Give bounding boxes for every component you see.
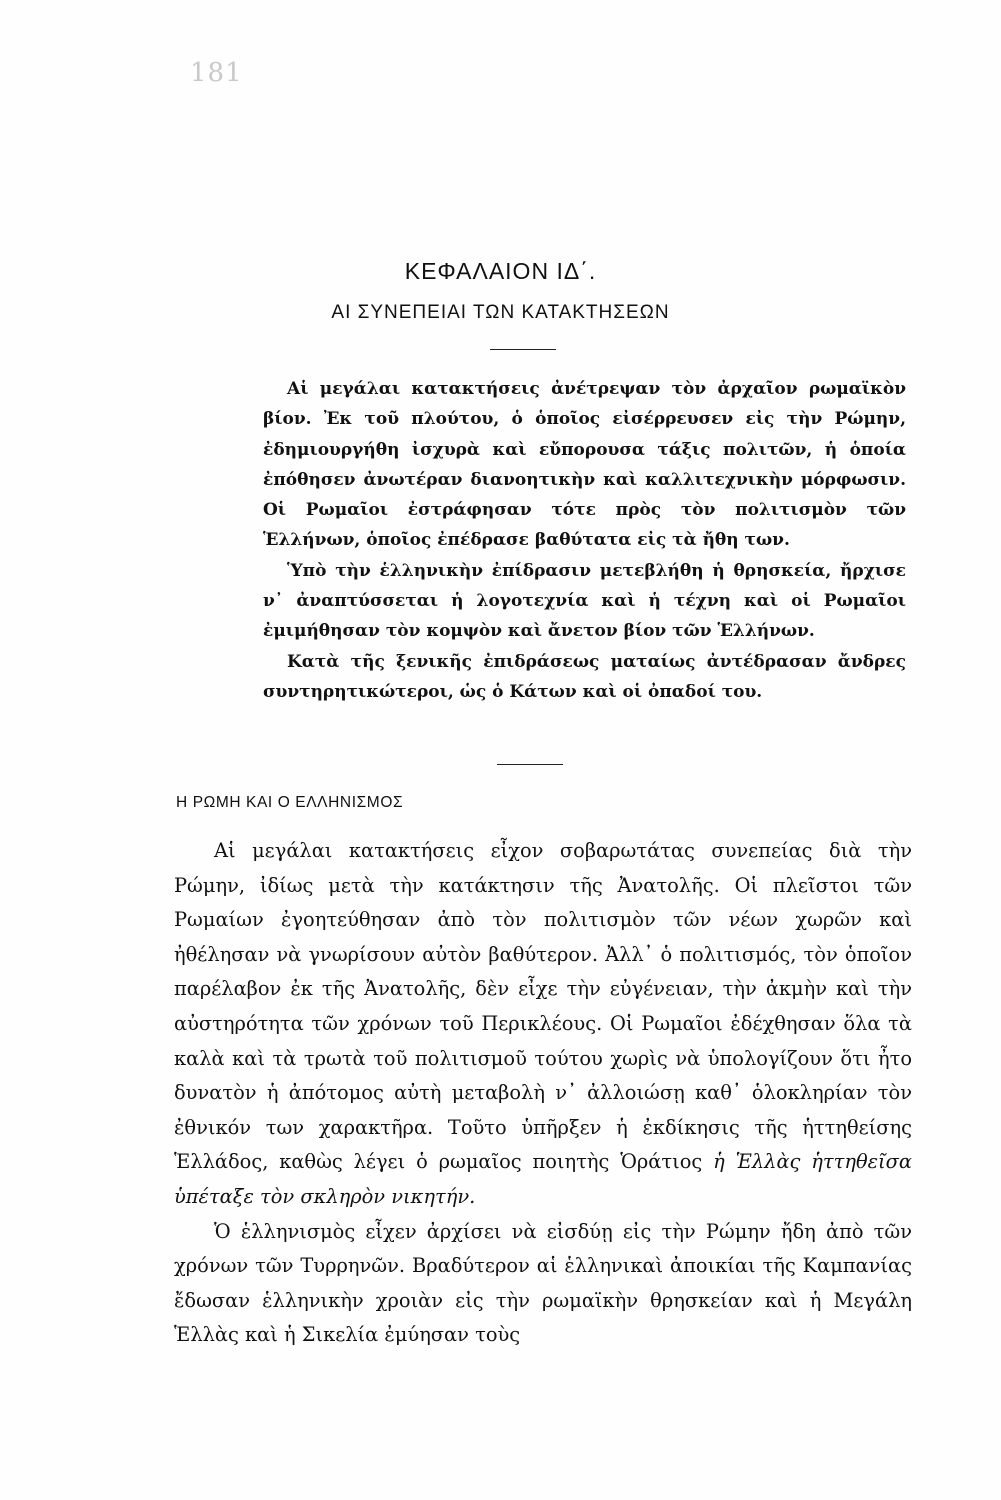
summary-paragraph: Κατὰ τῆς ξενικῆς ἐπιδράσεως ματαίως ἀντέδρασαν ἄνδρες συντηρητικώτεροι, ὡς ὁ Κάτων καὶ οἱ ὀπαδοί του. <box>263 651 906 702</box>
body-paragraph-text: Αἱ μεγάλαι κατακτήσεις εἶχον σοβαρωτάτας συνεπείας διὰ τὴν Ρώμην, ἰδίως μετὰ τὴν κατάκτησιν τῆς Ἀνατολῆς. Οἱ πλεῖστοι τῶν Ρωμαίων ἐγοητεύθησαν ἀπὸ τὸν πολιτισμὸν τῶν νέων χωρῶν καὶ ἠθέλησαν νὰ γνωρίσουν αὐτὸν βαθύτερον. Ἀλλ᾿ ὁ πολιτισμός, τὸν ὁποῖον παρέλαβον ἐκ τῆς Ἀνατολῆς, δὲν εἶχε τὴν εὐγένειαν, τὴν ἀκμὴν καὶ τὴν αὐστηρότητα τῶν χρόνων τοῦ Περικλέους. Οἱ Ρωμαῖοι ἐδέχθησαν ὅλα τὰ καλὰ καὶ τὰ τρωτὰ τοῦ πολιτισμοῦ τούτου χωρὶς νὰ ὑπολογίζουν ὅτι ἦτο δυνατὸν ἡ ἀπότομος αὐτὴ μεταβολὴ ν᾿ ἀλλοιώσῃ καθ᾿ ὁλοκληρίαν τὸν ἐθνικόν των χαρακτῆρα. Τοῦτο ὑπῆρξεν ἡ ἐκδίκησις τῆς ἡττηθείσης Ἑλλάδος, καθὼς λέγει ὁ ρωμαῖος ποιητὴς Ὁράτιος <box>174 839 912 1174</box>
body-paragraph: Ὁ ἑλληνισμὸς εἶχεν ἀρχίσει νὰ εἰσδύῃ εἰς τὴν Ρώμην ἤδη ἀπὸ τῶν χρόνων τῶν Τυρρηνῶν. Βραδύτερον αἱ ἑλληνικαὶ ἀποικίαι τῆς Καμπανίας ἔδωσαν ἑλληνικὴν χροιὰν εἰς τὴν ρωμαϊκὴν θρησκείαν καὶ ἡ Μεγάλη Ἑλλὰς καὶ ἡ Σικελία ἐμύησαν τοὺς <box>174 1219 912 1347</box>
chapter-subtitle: ΑΙ ΣΥΝΕΠΕΙΑΙ ΤΩΝ ΚΑΤΑΚΤΗΣΕΩΝ <box>331 302 670 323</box>
divider-rule <box>490 349 556 350</box>
chapter-summary <box>263 374 906 707</box>
page-number: 181 <box>190 58 243 88</box>
body-text <box>174 834 912 1353</box>
chapter-title: ΚΕΦΑΛΑΙΟΝ ΙΔ΄. <box>404 258 597 284</box>
divider-rule <box>497 764 563 765</box>
horace-quote: ἡ Ἑλλὰς ἡττηθεῖσα ὑπέταξε τὸν σκληρὸν νικητήν. <box>174 1150 912 1208</box>
summary-paragraph: Ὑπὸ τὴν ἑλληνικὴν ἐπίδρασιν μετεβλήθη ἡ θρησκεία, ἤρχισε ν᾿ ἀναπτύσσεται ἡ λογοτεχνία καὶ ἡ τέχνη καὶ οἱ Ρωμαῖοι ἐμιμήθησαν τὸν κομψὸν καὶ ἄνετον βίον τῶν Ἑλλήνων. <box>263 560 906 642</box>
section-heading: Η ΡΩΜΗ ΚΑΙ Ο ΕΛΛΗΝΙΣΜΟΣ <box>176 794 404 811</box>
body-paragraph <box>174 834 912 1215</box>
summary-paragraph: Αἱ μεγάλαι κατακτήσεις ἀνέτρεψαν τὸν ἀρχαῖον ρωμαϊκὸν βίον. Ἐκ τοῦ πλούτου, ὁ ὁποῖος εἰσέρρευσεν εἰς τὴν Ρώμην, ἐδημιουργήθη ἰσχυρὰ καὶ εὔπορουσα τάξις πολιτῶν, ἡ ὁποία ἐπόθησεν ἀνωτέραν διανοητικὴν καὶ καλλιτεχνικὴν μόρφωσιν. Οἱ Ρωμαῖοι ἐστράφησαν τότε πρὸς τὸν πολιτισμὸν τῶν Ἑλλήνων, ὁποῖος ἐπέδρασε βαθύτατα εἰς τὰ ἤθη των. <box>263 379 906 551</box>
